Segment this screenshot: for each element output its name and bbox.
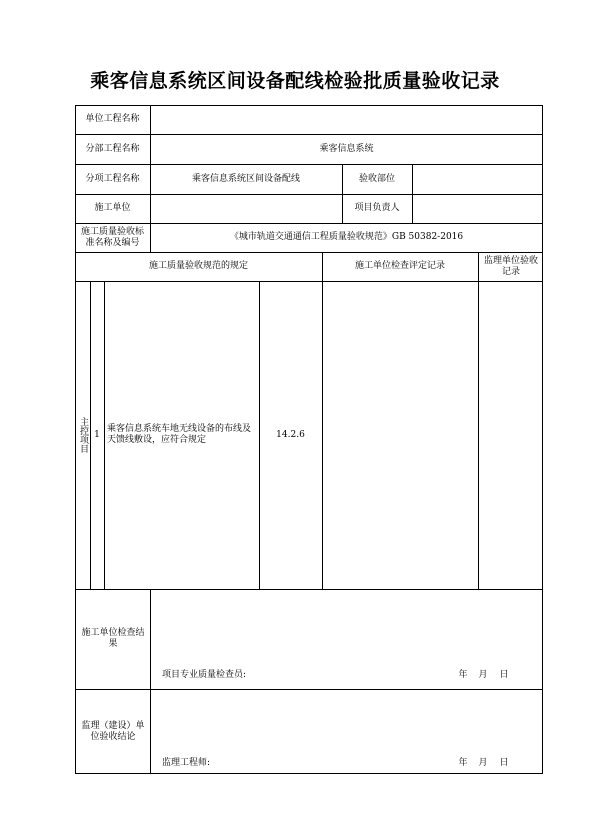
contractor-value[interactable] (150, 194, 342, 223)
acceptance-part-value[interactable] (412, 164, 543, 194)
standard-label: 施工质量验收标准名称及编号 (80, 226, 144, 248)
item-number: 1 (94, 429, 100, 440)
page-title: 乘客信息系统区间设备配线检验批质量验收记录 (90, 70, 500, 92)
project-manager-value[interactable] (412, 194, 543, 223)
contractor-label: 施工单位 (94, 203, 131, 213)
unit-project-value[interactable] (150, 105, 543, 134)
supervisor-check-cell[interactable] (478, 281, 543, 589)
result-year: 年 (458, 669, 468, 680)
result-month: 月 (478, 669, 488, 680)
result-day: 日 (499, 669, 509, 680)
standard-value: 《城市轨道交通通信工程质量验收规范》GB 50382-2016 (229, 232, 464, 242)
subdivision-label: 分项工程名称 (85, 173, 140, 184)
project-manager-label: 项目负责人 (354, 203, 400, 213)
col-divider (104, 281, 105, 589)
supervisor-conclusion-label: 监理（建设）单位验收结论 (81, 720, 145, 742)
supervising-engineer-label: 监理工程师: (162, 757, 211, 768)
col-divider (150, 589, 151, 774)
main-control-category: 主控项目 (78, 417, 88, 453)
conclusion-day: 日 (499, 757, 509, 768)
contractor-result-label: 施工单位检查结果 (81, 628, 145, 649)
item-requirement: 乘客信息系统车地无线设备的布线及天馈线敷设，应符合规定 (107, 424, 252, 445)
contractor-check-header: 施工单位检查评定记录 (354, 261, 445, 271)
unit-project-label: 单位工程名称 (85, 114, 140, 124)
supervisor-check-header: 监理单位验收记录 (483, 255, 538, 277)
acceptance-part-label: 验收部位 (358, 173, 395, 184)
contractor-check-cell[interactable] (322, 281, 478, 589)
conclusion-year: 年 (458, 757, 468, 768)
conclusion-month: 月 (478, 757, 488, 768)
division-value[interactable]: 乘客信息系统 (319, 143, 374, 154)
clause-number: 14.2.6 (276, 429, 305, 440)
spec-header: 施工质量验收规范的规定 (148, 261, 248, 271)
division-label: 分部工程名称 (85, 143, 140, 154)
subdivision-value[interactable]: 乘客信息系统区间设备配线 (191, 173, 300, 184)
quality-inspector-label: 项目专业质量检查员: (162, 669, 247, 680)
